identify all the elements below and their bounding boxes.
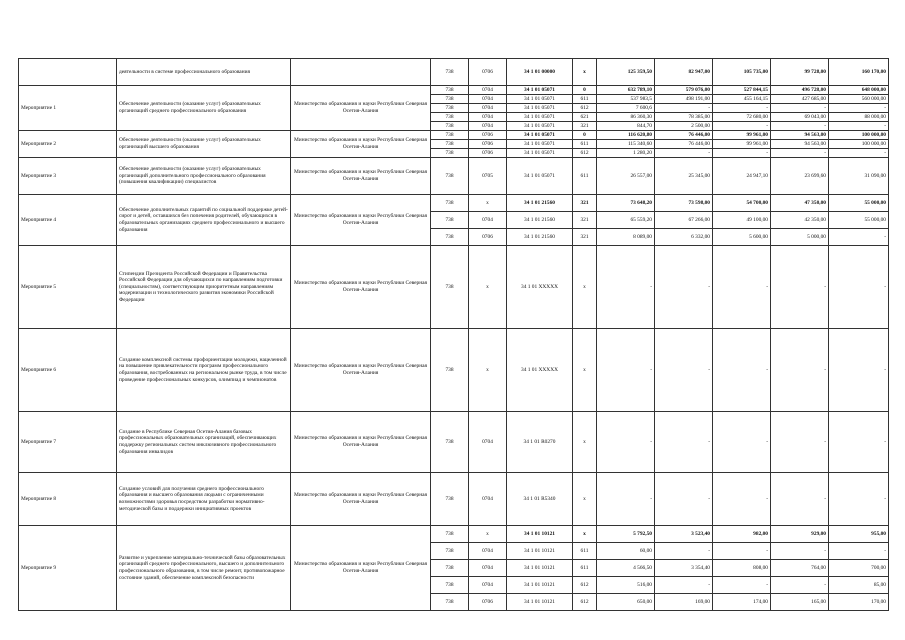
grbs-code-cell: 738 xyxy=(431,149,469,158)
section-code-cell: 0704 xyxy=(469,113,507,122)
amount-cell: - xyxy=(597,329,655,412)
table-row xyxy=(19,86,889,95)
table-row xyxy=(19,412,889,473)
amount-cell: 579 076,00 xyxy=(655,86,713,95)
activity-label: Мероприятие 4 xyxy=(19,195,117,246)
section-code-cell: 0706 xyxy=(469,149,507,158)
target-article-cell: 34 1 01 05071 xyxy=(507,158,573,195)
amount-cell: 844,70 xyxy=(597,122,655,131)
amount-cell: 54 700,00 xyxy=(713,195,771,212)
activity-label: Мероприятие 1 xyxy=(19,86,117,131)
amount-cell: - xyxy=(713,543,771,560)
amount-cell: 982,00 xyxy=(713,526,771,543)
amount-cell: 69 043,00 xyxy=(771,113,829,122)
expense-type-cell: 321 xyxy=(573,122,597,131)
activity-description: Создание комплексной системы профориентации молодежи, нацеленной на повышение привлекательности программ профессионального образования, востребованных на региональном рынке труда, в том числе проведение профессиональных конкурсов, олимпиад и чемпионатов xyxy=(117,329,291,412)
amount-cell: - xyxy=(597,473,655,526)
amount-cell: - xyxy=(829,149,889,158)
expense-type-cell: x xyxy=(573,329,597,412)
activity-label: Мероприятие 8 xyxy=(19,473,117,526)
amount-cell: 560 000,00 xyxy=(829,95,889,104)
amount-cell: 88 000,00 xyxy=(829,113,889,122)
target-article-cell: 34 1 01 05071 xyxy=(507,86,573,95)
amount-cell: 65 559,20 xyxy=(597,212,655,229)
amount-cell: 86 360,30 xyxy=(597,113,655,122)
amount-cell: - xyxy=(771,412,829,473)
section-code-cell: 0704 xyxy=(469,104,507,113)
section-code-cell: 0704 xyxy=(469,560,507,577)
amount-cell: 650,00 xyxy=(597,594,655,611)
activity-description: Создание условий для получения среднего профессионального образования и высшего образования людьми с ограниченными возможностями здоровья посредством разработки нормативно-методической базы и поддержки инициативных проектов xyxy=(117,473,291,526)
grbs-code-cell: 738 xyxy=(431,59,469,86)
activity-description: деятельности в системе профессионального образования xyxy=(117,59,291,86)
amount-cell: 94 563,00 xyxy=(771,140,829,149)
amount-cell: 3 523,40 xyxy=(655,526,713,543)
amount-cell: 76 446,00 xyxy=(655,131,713,140)
amount-cell: - xyxy=(655,473,713,526)
activity-description: Обеспечение деятельности (оказание услуг) образовательных организаций дополнительного профессионального образования (повышения квалификации) специалистов xyxy=(117,158,291,195)
grbs-code-cell: 738 xyxy=(431,95,469,104)
expense-type-cell: x xyxy=(573,246,597,329)
amount-cell: - xyxy=(771,246,829,329)
amount-cell: - xyxy=(713,329,771,412)
amount-cell: - xyxy=(829,122,889,131)
amount-cell: 23 699,60 xyxy=(771,158,829,195)
grbs-code-cell: 738 xyxy=(431,246,469,329)
amount-cell: - xyxy=(829,104,889,113)
amount-cell: - xyxy=(655,149,713,158)
amount-cell: 5 000,00 xyxy=(771,229,829,246)
executor-cell: Министерство образования и науки Республики Северная Осетия-Алания xyxy=(291,246,431,329)
section-code-cell: 0706 xyxy=(469,131,507,140)
amount-cell: 632 789,10 xyxy=(597,86,655,95)
executor-cell: Министерство образования и науки Республики Северная Осетия-Алания xyxy=(291,329,431,412)
executor-cell: Министерство образования и науки Республики Северная Осетия-Алания xyxy=(291,526,431,611)
amount-cell: - xyxy=(829,473,889,526)
amount-cell: - xyxy=(655,577,713,594)
target-article-cell: 34 1 01 10121 xyxy=(507,577,573,594)
amount-cell: - xyxy=(655,246,713,329)
grbs-code-cell: 738 xyxy=(431,122,469,131)
grbs-code-cell: 738 xyxy=(431,473,469,526)
grbs-code-cell: 738 xyxy=(431,526,469,543)
target-article-cell: 34 1 01 05071 xyxy=(507,104,573,113)
expense-type-cell: 611 xyxy=(573,543,597,560)
amount-cell: 100 000,00 xyxy=(829,140,889,149)
amount-cell: 125 359,50 xyxy=(597,59,655,86)
target-article-cell: 34 1 01 R0270 xyxy=(507,412,573,473)
expense-type-cell: 611 xyxy=(573,95,597,104)
amount-cell: - xyxy=(829,246,889,329)
amount-cell: 60,00 xyxy=(597,543,655,560)
expense-type-cell: 612 xyxy=(573,104,597,113)
executor-cell: Министерство образования и науки Республики Северная Осетия-Алания xyxy=(291,86,431,131)
amount-cell: 648 000,00 xyxy=(829,86,889,95)
expense-type-cell: 321 xyxy=(573,212,597,229)
budget-document xyxy=(18,58,888,611)
target-article-cell: 34 1 01 00000 xyxy=(507,59,573,86)
grbs-code-cell: 738 xyxy=(431,195,469,212)
grbs-code-cell: 738 xyxy=(431,86,469,95)
section-code-cell: 0704 xyxy=(469,473,507,526)
expense-type-cell: x xyxy=(573,59,597,86)
amount-cell: - xyxy=(655,329,713,412)
expense-type-cell: 611 xyxy=(573,560,597,577)
amount-cell: - xyxy=(829,329,889,412)
amount-cell: 4 566,50 xyxy=(597,560,655,577)
amount-cell: 116 620,80 xyxy=(597,131,655,140)
table-row xyxy=(19,59,889,86)
amount-cell: 115 340,60 xyxy=(597,140,655,149)
amount-cell: - xyxy=(713,473,771,526)
amount-cell: - xyxy=(713,122,771,131)
amount-cell: 67 266,00 xyxy=(655,212,713,229)
executor-cell: Министерство образования и науки Республики Северная Осетия-Алания xyxy=(291,412,431,473)
executor-cell: Министерство образования и науки Республики Северная Осетия-Алания xyxy=(291,195,431,246)
amount-cell: 516,00 xyxy=(597,577,655,594)
amount-cell: 85,00 xyxy=(829,577,889,594)
amount-cell: 99 961,00 xyxy=(713,131,771,140)
amount-cell: 24 947,10 xyxy=(713,158,771,195)
target-article-cell: 34 1 01 21560 xyxy=(507,195,573,212)
expense-type-cell: 621 xyxy=(573,113,597,122)
section-code-cell: x xyxy=(469,329,507,412)
amount-cell: 160 170,00 xyxy=(829,59,889,86)
expense-type-cell: 0 xyxy=(573,86,597,95)
amount-cell: 42 350,00 xyxy=(771,212,829,229)
amount-cell: - xyxy=(771,543,829,560)
expense-type-cell: 321 xyxy=(573,195,597,212)
amount-cell: - xyxy=(597,246,655,329)
target-article-cell: 34 1 01 21560 xyxy=(507,229,573,246)
section-code-cell: 0706 xyxy=(469,59,507,86)
amount-cell: - xyxy=(713,246,771,329)
grbs-code-cell: 738 xyxy=(431,412,469,473)
amount-cell: 537 983,5 xyxy=(597,95,655,104)
section-code-cell: 0706 xyxy=(469,229,507,246)
expense-type-cell: x xyxy=(573,526,597,543)
section-code-cell: 0704 xyxy=(469,212,507,229)
amount-cell: 955,00 xyxy=(829,526,889,543)
table-row xyxy=(19,473,889,526)
amount-cell: 808,00 xyxy=(713,560,771,577)
activity-label xyxy=(19,59,117,86)
expense-type-cell: 611 xyxy=(573,158,597,195)
section-code-cell: 0704 xyxy=(469,86,507,95)
amount-cell: 169,00 xyxy=(655,594,713,611)
activity-label: Мероприятие 9 xyxy=(19,526,117,611)
amount-cell: 427 685,00 xyxy=(771,95,829,104)
amount-cell: 174,00 xyxy=(713,594,771,611)
amount-cell: - xyxy=(655,543,713,560)
amount-cell: 73 598,00 xyxy=(655,195,713,212)
budget-table-body xyxy=(19,59,889,611)
section-code-cell: 0706 xyxy=(469,594,507,611)
amount-cell: 3 354,40 xyxy=(655,560,713,577)
amount-cell: 82 947,00 xyxy=(655,59,713,86)
expense-type-cell: 612 xyxy=(573,594,597,611)
grbs-code-cell: 738 xyxy=(431,131,469,140)
amount-cell: 105 735,00 xyxy=(713,59,771,86)
amount-cell: 5 600,00 xyxy=(713,229,771,246)
activity-description: Обеспечение деятельности (оказание услуг) образовательных организаций высшего образования xyxy=(117,131,291,158)
table-row xyxy=(19,329,889,412)
grbs-code-cell: 738 xyxy=(431,543,469,560)
executor-cell: Министерство образования и науки Республики Северная Осетия-Алания xyxy=(291,473,431,526)
table-row xyxy=(19,158,889,195)
target-article-cell: 34 1 01 05071 xyxy=(507,95,573,104)
executor-cell: Министерство образования и науки Республики Северная Осетия-Алания xyxy=(291,131,431,158)
amount-cell: - xyxy=(597,412,655,473)
activity-description: Обеспечение деятельности (оказание услуг) образовательных организаций среднего профессионального образования xyxy=(117,86,291,131)
executor-cell: Министерство образования и науки Республики Северная Осетия-Алания xyxy=(291,158,431,195)
activity-label: Мероприятие 2 xyxy=(19,131,117,158)
expense-type-cell: 612 xyxy=(573,149,597,158)
activity-label: Мероприятие 7 xyxy=(19,412,117,473)
amount-cell: 170,00 xyxy=(829,594,889,611)
target-article-cell: 34 1 01 21560 xyxy=(507,212,573,229)
amount-cell: 99 728,00 xyxy=(771,59,829,86)
amount-cell: 55 000,00 xyxy=(829,195,889,212)
amount-cell: 25 345,00 xyxy=(655,158,713,195)
amount-cell: 78 385,00 xyxy=(655,113,713,122)
target-article-cell: 34 1 01 05071 xyxy=(507,131,573,140)
amount-cell: - xyxy=(771,329,829,412)
budget-table xyxy=(18,58,889,611)
section-code-cell: 0704 xyxy=(469,95,507,104)
grbs-code-cell: 738 xyxy=(431,594,469,611)
section-code-cell: x xyxy=(469,526,507,543)
target-article-cell: 34 1 01 10121 xyxy=(507,594,573,611)
amount-cell: 7 600,6 xyxy=(597,104,655,113)
amount-cell: 496 728,00 xyxy=(771,86,829,95)
activity-label: Мероприятие 5 xyxy=(19,246,117,329)
target-article-cell: 34 1 01 XXXXX xyxy=(507,246,573,329)
activity-description: Развитие и укрепление материально-технической базы образовательных организаций среднего профессионального, высшего и дополнительного профессионального образования, в том числе ремонт, противопожарное состояние зданий, обеспечение комплексной безопасности xyxy=(117,526,291,611)
amount-cell: 49 100,00 xyxy=(713,212,771,229)
grbs-code-cell: 738 xyxy=(431,140,469,149)
target-article-cell: 34 1 01 05071 xyxy=(507,149,573,158)
executor-cell xyxy=(291,59,431,86)
amount-cell: 94 563,00 xyxy=(771,131,829,140)
amount-cell: 1 280,20 xyxy=(597,149,655,158)
amount-cell: 99 961,00 xyxy=(713,140,771,149)
table-row xyxy=(19,195,889,212)
amount-cell: 527 844,15 xyxy=(713,86,771,95)
target-article-cell: 34 1 01 R5340 xyxy=(507,473,573,526)
grbs-code-cell: 738 xyxy=(431,158,469,195)
amount-cell: 72 680,00 xyxy=(713,113,771,122)
target-article-cell: 34 1 01 05071 xyxy=(507,140,573,149)
section-code-cell: x xyxy=(469,246,507,329)
amount-cell: - xyxy=(713,149,771,158)
amount-cell: 700,00 xyxy=(829,560,889,577)
expense-type-cell: 611 xyxy=(573,140,597,149)
amount-cell: 26 557,00 xyxy=(597,158,655,195)
amount-cell: - xyxy=(771,577,829,594)
amount-cell: 76 446,00 xyxy=(655,140,713,149)
target-article-cell: 34 1 01 XXXXX xyxy=(507,329,573,412)
grbs-code-cell: 738 xyxy=(431,577,469,594)
expense-type-cell: 0 xyxy=(573,131,597,140)
table-row xyxy=(19,246,889,329)
amount-cell: - xyxy=(771,122,829,131)
amount-cell: - xyxy=(655,104,713,113)
amount-cell: - xyxy=(771,473,829,526)
amount-cell: 55 000,00 xyxy=(829,212,889,229)
grbs-code-cell: 738 xyxy=(431,104,469,113)
amount-cell: - xyxy=(713,577,771,594)
section-code-cell: x xyxy=(469,195,507,212)
amount-cell: 100 000,00 xyxy=(829,131,889,140)
amount-cell: 764,00 xyxy=(771,560,829,577)
amount-cell: 47 350,00 xyxy=(771,195,829,212)
expense-type-cell: 612 xyxy=(573,577,597,594)
amount-cell: - xyxy=(829,543,889,560)
amount-cell: 6 332,00 xyxy=(655,229,713,246)
activity-description: Обеспечение дополнительных гарантий по социальной поддержке детей-сирот и детей, оставшихся без попечения родителей, обучающихся в образовательных организациях среднего профессионального и высшего образования xyxy=(117,195,291,246)
amount-cell: 165,00 xyxy=(771,594,829,611)
amount-cell: - xyxy=(829,412,889,473)
target-article-cell: 34 1 01 10121 xyxy=(507,560,573,577)
target-article-cell: 34 1 01 10121 xyxy=(507,526,573,543)
amount-cell: 73 648,20 xyxy=(597,195,655,212)
target-article-cell: 34 1 01 05071 xyxy=(507,122,573,131)
target-article-cell: 34 1 01 10121 xyxy=(507,543,573,560)
expense-type-cell: 321 xyxy=(573,229,597,246)
table-row xyxy=(19,526,889,543)
section-code-cell: 0704 xyxy=(469,577,507,594)
amount-cell: 929,00 xyxy=(771,526,829,543)
amount-cell: 2 500,00 xyxy=(655,122,713,131)
expense-type-cell: x xyxy=(573,412,597,473)
activity-description: Стипендии Президента Российской Федерации и Правительства Российской Федерации для обучающихся по направлениям подготовки (специальностям), соответствующим приоритетным направлениям модернизации и технологического развития экономики Российской Федерации xyxy=(117,246,291,329)
amount-cell: - xyxy=(655,412,713,473)
amount-cell: - xyxy=(771,104,829,113)
amount-cell: - xyxy=(829,229,889,246)
activity-label: Мероприятие 6 xyxy=(19,329,117,412)
grbs-code-cell: 738 xyxy=(431,212,469,229)
activity-label: Мероприятие 3 xyxy=(19,158,117,195)
section-code-cell: 0704 xyxy=(469,122,507,131)
amount-cell: 5 792,50 xyxy=(597,526,655,543)
grbs-code-cell: 738 xyxy=(431,329,469,412)
target-article-cell: 34 1 01 05071 xyxy=(507,113,573,122)
table-row xyxy=(19,131,889,140)
grbs-code-cell: 738 xyxy=(431,113,469,122)
amount-cell: - xyxy=(713,104,771,113)
section-code-cell: 0706 xyxy=(469,140,507,149)
amount-cell: 498 191,00 xyxy=(655,95,713,104)
section-code-cell: 0704 xyxy=(469,543,507,560)
expense-type-cell: x xyxy=(573,473,597,526)
amount-cell: - xyxy=(771,149,829,158)
grbs-code-cell: 738 xyxy=(431,229,469,246)
amount-cell: 31 090,00 xyxy=(829,158,889,195)
grbs-code-cell: 738 xyxy=(431,560,469,577)
amount-cell: 455 164,15 xyxy=(713,95,771,104)
section-code-cell: 0705 xyxy=(469,158,507,195)
section-code-cell: 0704 xyxy=(469,412,507,473)
amount-cell: 8 089,00 xyxy=(597,229,655,246)
activity-description: Создание в Республике Северная Осетия-Алания базовых профессиональных образовательных организаций, обеспечивающих поддержку региональных систем инклюзивного профессионального образования инвалидов xyxy=(117,412,291,473)
amount-cell: - xyxy=(713,412,771,473)
